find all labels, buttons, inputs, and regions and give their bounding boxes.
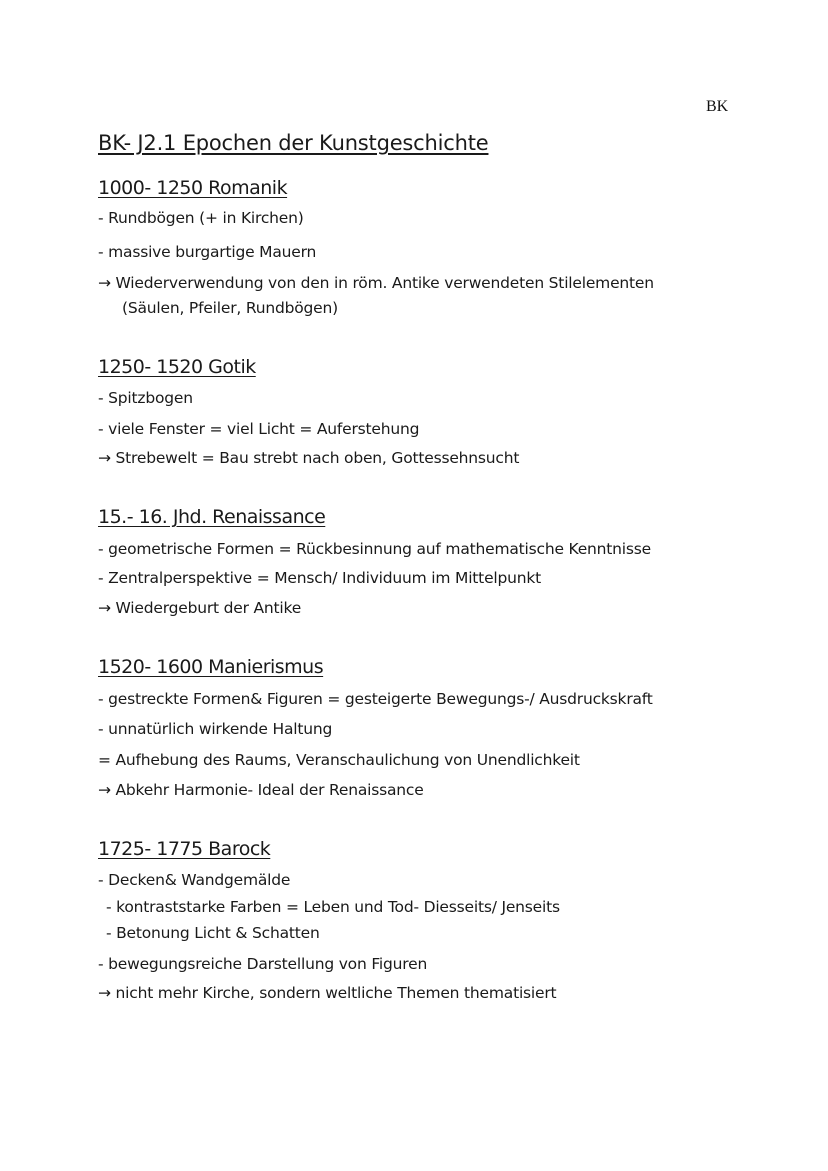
section-line: - massive burgartige Mauern (98, 243, 317, 261)
section-line: - kontraststarke Farben = Leben und Tod- Diesseits/ Jenseits (106, 898, 560, 916)
section-line: - Betonung Licht & Schatten (106, 924, 320, 942)
document-title: BK- J2.1 Epochen der Kunstgeschichte (98, 131, 489, 155)
section-line: - Rundbögen (+ in Kirchen) (98, 209, 304, 227)
section-line: = Aufhebung des Raums, Veranschaulichung von Unendlichkeit (98, 751, 580, 769)
section-line: → Wiedergeburt der Antike (98, 599, 302, 617)
section-line: - viele Fenster = viel Licht = Auferstehung (98, 420, 420, 438)
section-line: → nicht mehr Kirche, sondern weltliche Themen thematisiert (98, 984, 557, 1002)
section-line: - Decken& Wandgemälde (98, 871, 291, 889)
section-line: - gestreckte Formen& Figuren = gesteigerte Bewegungs-/ Ausdruckskraft (98, 690, 653, 708)
section-heading-manierismus: 1520- 1600 Manierismus (98, 656, 324, 678)
section-line: - Spitzbogen (98, 389, 193, 407)
section-line: → Wiederverwendung von den in röm. Antike verwendeten Stilelementen (98, 274, 654, 292)
section-heading-renaissance: 15.- 16. Jhd. Renaissance (98, 506, 326, 528)
section-heading-romanik: 1000- 1250 Romanik (98, 177, 288, 199)
section-line: - geometrische Formen = Rückbesinnung auf mathematische Kenntnisse (98, 540, 651, 558)
section-line: - bewegungsreiche Darstellung von Figuren (98, 955, 428, 973)
header-mark: BK (706, 98, 729, 115)
section-line: - Zentralperspektive = Mensch/ Individuum im Mittelpunkt (98, 569, 542, 587)
section-line: → Abkehr Harmonie- Ideal der Renaissance (98, 781, 424, 799)
section-line: - unnatürlich wirkende Haltung (98, 720, 333, 738)
section-line: → Strebewelt = Bau strebt nach oben, Gottessehnsucht (98, 449, 520, 467)
section-heading-gotik: 1250- 1520 Gotik (98, 356, 256, 378)
section-heading-barock: 1725- 1775 Barock (98, 838, 271, 860)
section-line: (Säulen, Pfeiler, Rundbögen) (122, 299, 338, 317)
